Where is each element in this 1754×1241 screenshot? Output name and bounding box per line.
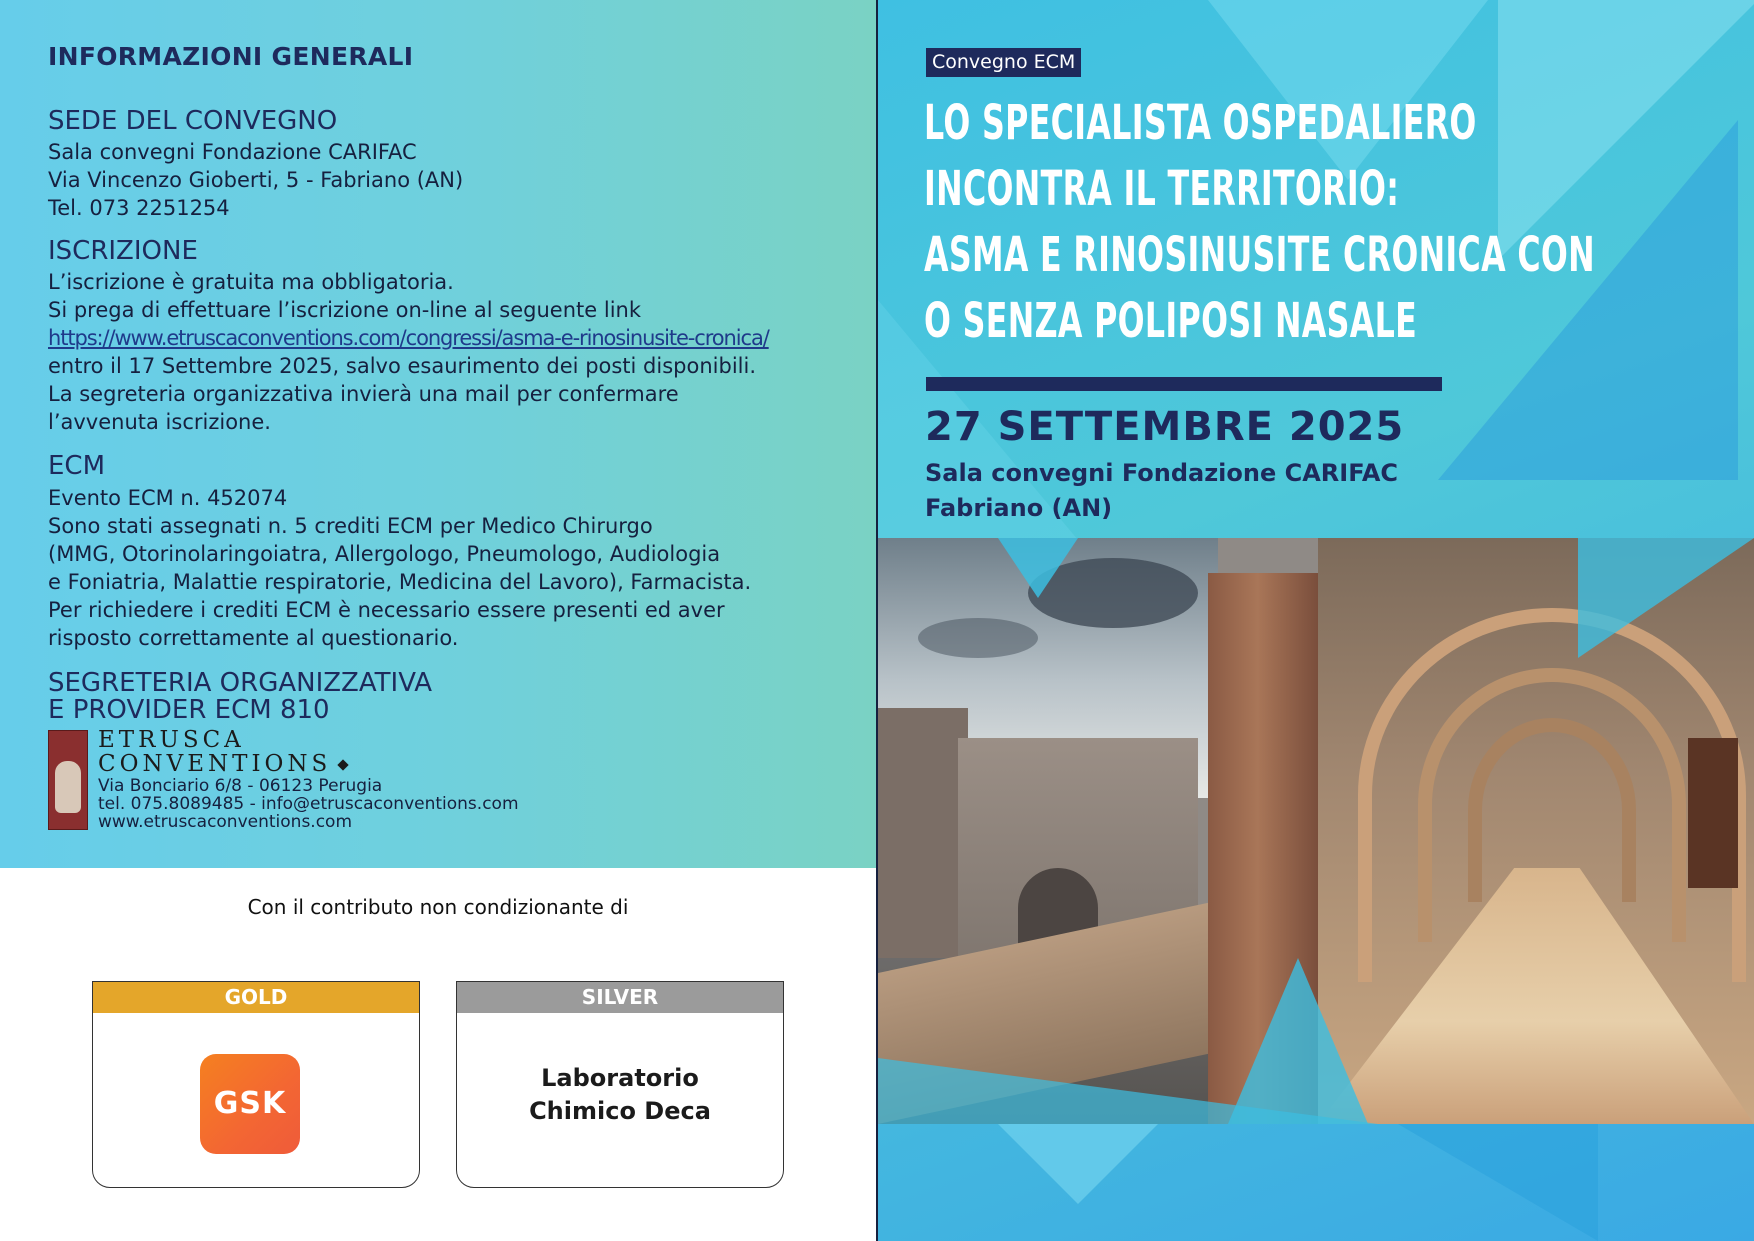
secretariat-address: Via Bonciario 6/8 - 06123 Perugia bbox=[98, 776, 383, 796]
venue-line: Via Vincenzo Gioberti, 5 - Fabriano (AN) bbox=[48, 168, 464, 192]
registration-line: Si prega di effettuare l’iscrizione on-line al seguente link bbox=[48, 298, 641, 322]
title-line: O SENZA POLIPOSI NASALE bbox=[924, 293, 1418, 349]
decor-triangle bbox=[998, 1124, 1158, 1204]
gsk-logo: GSK bbox=[200, 1054, 300, 1154]
decor-triangle bbox=[998, 538, 1078, 598]
title-line: ASMA E RINOSINUSITE CRONICA CON bbox=[924, 227, 1596, 283]
conventions-logo-text bbox=[98, 751, 347, 777]
venue-name: Sala convegni Fondazione CARIFAC bbox=[925, 459, 1399, 487]
sponsor-gold-card bbox=[92, 981, 420, 1188]
title-underline bbox=[926, 377, 1442, 391]
gold-tier-label: GOLD bbox=[93, 982, 419, 1013]
secretariat-heading-line: E PROVIDER ECM 810 bbox=[48, 695, 330, 725]
venue-details bbox=[48, 138, 463, 222]
registration-line: La segreteria organizzativa invierà una mail per confermare bbox=[48, 382, 679, 406]
etrusca-logo-text: ETRUSCA bbox=[98, 727, 245, 753]
sculpture-head-icon bbox=[55, 761, 81, 813]
secretariat-website[interactable]: www.etruscaconventions.com bbox=[98, 812, 353, 832]
general-info-heading: INFORMAZIONI GENERALI bbox=[48, 42, 414, 71]
ecm-line: e Foniatria, Malattie respiratorie, Medicina del Lavoro), Farmacista. bbox=[48, 570, 752, 594]
ecm-details bbox=[48, 484, 751, 652]
venue-line: Sala convegni Fondazione CARIFAC bbox=[48, 140, 417, 164]
decor-triangle bbox=[1578, 538, 1754, 658]
decor-triangle bbox=[1398, 1124, 1598, 1241]
title-line: INCONTRA IL TERRITORIO: bbox=[924, 161, 1400, 217]
logo-word: CONVENTIONS bbox=[98, 751, 332, 777]
cover-panel bbox=[878, 0, 1754, 1241]
registration-link[interactable]: https://www.etruscaconventions.com/congressi/asma-e-rinosinusite-cronica/ bbox=[48, 326, 769, 350]
ecm-line: (MMG, Otorinolaringoiatra, Allergologo, Pneumologo, Audiologia bbox=[48, 542, 721, 566]
sponsor-name-line: Laboratorio bbox=[541, 1064, 699, 1092]
decor-triangle bbox=[878, 1058, 1378, 1124]
diamond-icon bbox=[338, 759, 349, 770]
registration-line: L’iscrizione è gratuita ma obbligatoria. bbox=[48, 270, 454, 294]
title-line: LO SPECIALISTA OSPEDALIERO bbox=[924, 95, 1477, 151]
ecm-line: Evento ECM n. 452074 bbox=[48, 486, 288, 510]
silver-tier-label: SILVER bbox=[457, 982, 783, 1013]
venue-line: Tel. 073 2251254 bbox=[48, 196, 230, 220]
secretariat-heading bbox=[48, 670, 432, 724]
event-title bbox=[924, 90, 1595, 354]
secretariat-contacts: tel. 075.8089485 - info@etruscaconventions.com bbox=[98, 794, 519, 814]
ecm-line: Per richiedere i crediti ECM è necessario essere presenti ed aver bbox=[48, 598, 725, 622]
registration-line: l’avvenuta iscrizione. bbox=[48, 410, 271, 434]
silver-sponsor-name bbox=[457, 1062, 783, 1128]
sponsor-intro: Con il contributo non condizionante di bbox=[247, 895, 629, 919]
secretariat-heading-line: SEGRETERIA ORGANIZZATIVA bbox=[48, 668, 433, 698]
registration-line: entro il 17 Settembre 2025, salvo esaurimento dei posti disponibili. bbox=[48, 354, 756, 378]
registration-heading: ISCRIZIONE bbox=[48, 236, 198, 266]
sponsor-silver-card bbox=[456, 981, 784, 1188]
venue-heading: SEDE DEL CONVEGNO bbox=[48, 106, 338, 136]
photo-door bbox=[1688, 738, 1738, 888]
venue-city: Fabriano (AN) bbox=[925, 494, 1113, 522]
ecm-line: risposto correttamente al questionario. bbox=[48, 626, 459, 650]
sponsor-name-line: Chimico Deca bbox=[529, 1097, 711, 1125]
registration-details bbox=[48, 268, 769, 436]
ecm-line: Sono stati assegnati n. 5 crediti ECM per Medico Chirurgo bbox=[48, 514, 653, 538]
etrusca-logo-image bbox=[48, 730, 88, 830]
info-area bbox=[0, 0, 876, 868]
ecm-heading: ECM bbox=[48, 451, 106, 481]
event-venue bbox=[925, 456, 1398, 526]
left-panel bbox=[0, 0, 876, 1241]
photo-cloud bbox=[918, 618, 1038, 658]
event-date: 27 SETTEMBRE 2025 bbox=[925, 404, 1405, 450]
event-type-badge: Convegno ECM bbox=[926, 48, 1081, 77]
fabriano-square-photo bbox=[878, 538, 1754, 1124]
